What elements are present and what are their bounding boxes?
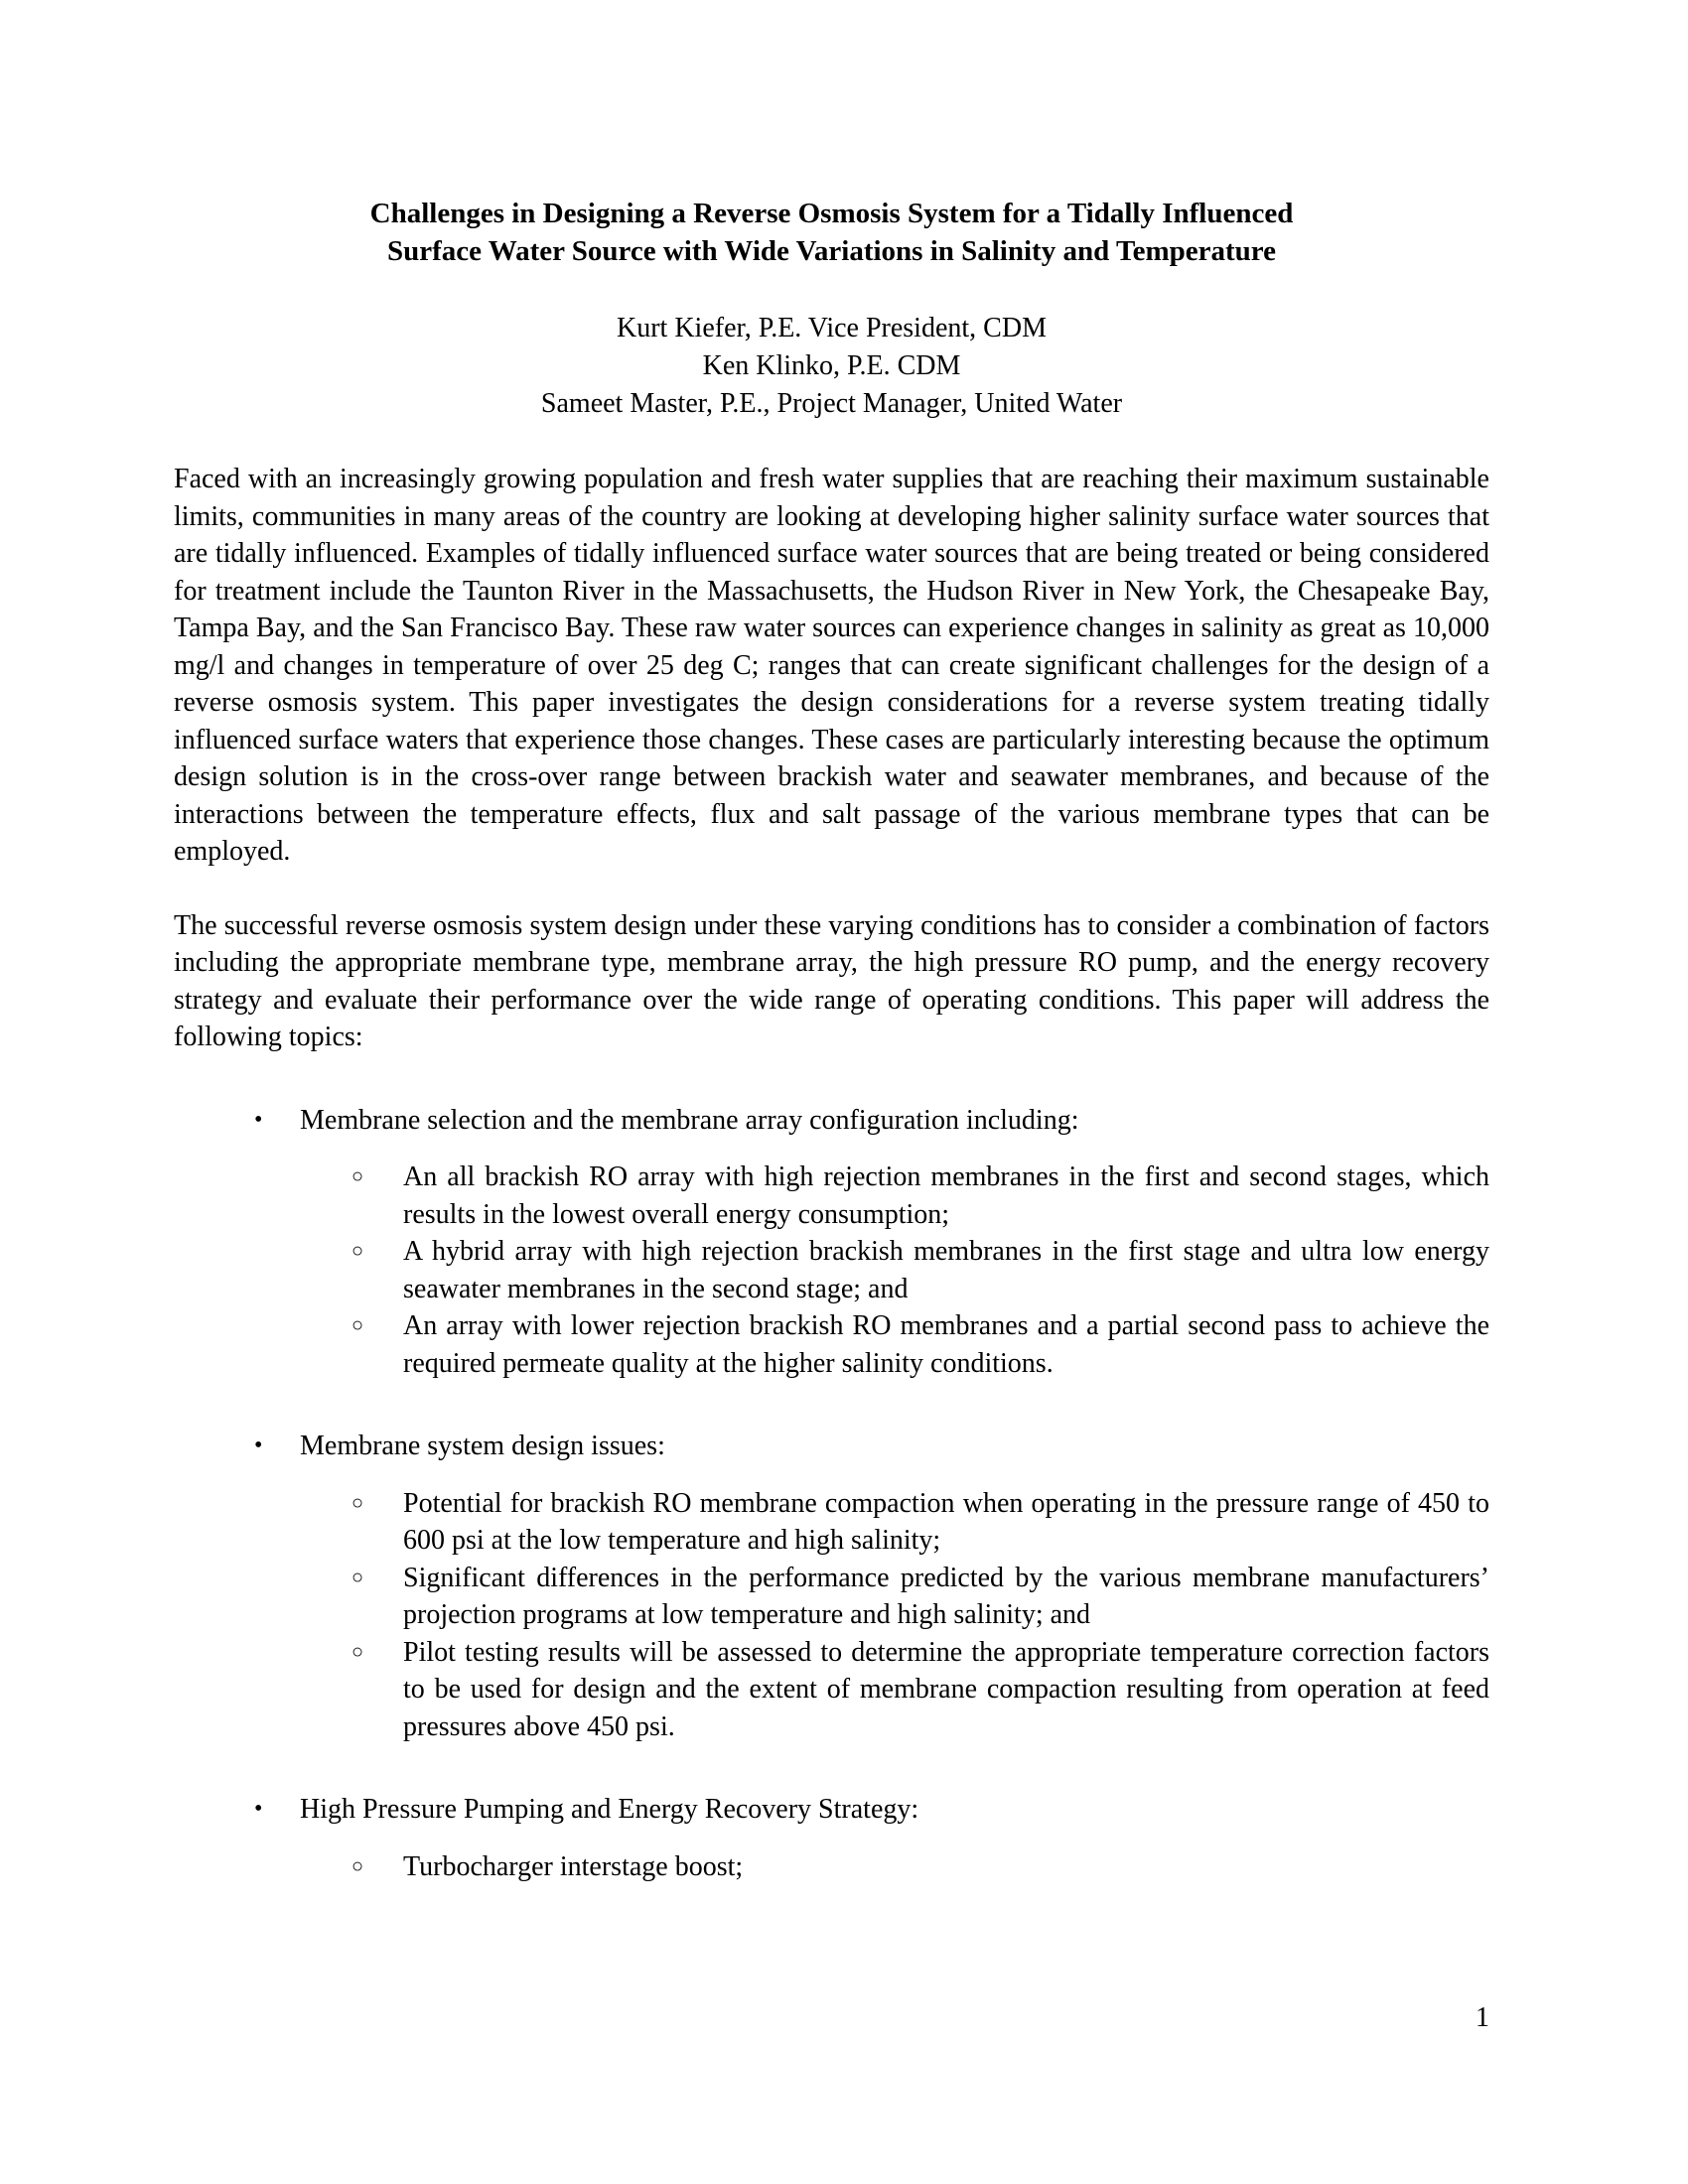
sub-bullet-item bbox=[174, 1485, 1489, 1560]
abstract-paragraph-1: Faced with an increasingly growing population and fresh water supplies that are reaching their maximum sustainable limits, communities in many areas of the country are looking at developing higher salinity surface water sources that are tidally influenced. Examples of tidally influenced surface water sources that are being treated or being considered for treatment include the Taunton River in the Massachusetts, the Hudson River in New York, the Chesapeake Bay, Tampa Bay, and the San Francisco Bay. These raw water sources can experience changes in salinity as great as 10,000 mg/l and changes in temperature of over 25 deg C; ranges that can create significant challenges for the design of a reverse osmosis system. This paper investigates the design considerations for a reverse system treating tidally influenced surface waters that experience those changes. These cases are particularly interesting because the optimum design solution is in the cross-over range between brackish water and seawater membranes, and because of the interactions between the temperature effects, flux and salt passage of the various membrane types that can be employed. bbox=[174, 464, 1489, 867]
bullet-item bbox=[174, 1791, 1489, 1829]
sub-bullet-text: Turbocharger interstage boost; bbox=[403, 1850, 744, 1882]
circle-bullet-icon: ○ bbox=[352, 1314, 364, 1336]
sub-bullet-item bbox=[174, 1634, 1489, 1746]
circle-bullet-icon: ○ bbox=[352, 1240, 364, 1262]
sub-bullet-text: Potential for brackish RO membrane compaction when operating in the pressure range of 450 to 600 psi at the low temperature and high salinity; bbox=[403, 1487, 1489, 1556]
paper-title-line-1: Challenges in Designing a Reverse Osmosis System for a Tidally Influenced bbox=[369, 198, 1294, 229]
sub-bullet-text: An all brackish RO array with high rejection membranes in the first and second stages, which results in the lowest overall energy consumption; bbox=[403, 1161, 1489, 1230]
sub-bullet-item bbox=[174, 1560, 1489, 1634]
disc-bullet-icon: • bbox=[254, 1796, 263, 1822]
bullet-section-pumping-energy-recovery bbox=[174, 1791, 1489, 1885]
disc-bullet-icon: • bbox=[254, 1433, 263, 1458]
disc-bullet-icon: • bbox=[254, 1106, 263, 1133]
sub-bullet-text: An array with lower rejection brackish RO membranes and a partial second pass to achieve the required permeate quality at the higher salinity conditions. bbox=[403, 1310, 1489, 1379]
author-line-1: Kurt Kiefer, P.E. Vice President, CDM bbox=[617, 313, 1047, 343]
sub-bullet-item bbox=[174, 1848, 1489, 1886]
paper-title-line-2: Surface Water Source with Wide Variations in Salinity and Temperature bbox=[386, 235, 1277, 267]
circle-bullet-icon: ○ bbox=[352, 1566, 364, 1588]
circle-bullet-icon: ○ bbox=[352, 1491, 364, 1514]
sub-bullet-item bbox=[174, 1159, 1489, 1233]
circle-bullet-icon: ○ bbox=[352, 1854, 364, 1877]
author-line-3: Sameet Master, P.E., Project Manager, United Water bbox=[540, 388, 1123, 419]
paper-title bbox=[174, 195, 1489, 270]
sub-bullet-text: Significant differences in the performance predicted by the various membrane manufacturers’ projection programs at low temperature and high salinity; and bbox=[403, 1562, 1489, 1630]
author-line-2: Ken Klinko, P.E. CDM bbox=[702, 350, 961, 381]
bullet-label: Membrane system design issues: bbox=[300, 1431, 665, 1461]
document-content bbox=[174, 0, 1489, 1885]
bullet-item bbox=[174, 1428, 1489, 1465]
sub-bullet-text: Pilot testing results will be assessed to determine the appropriate temperature correction factors to be used for design and the extent of membrane compaction resulting from operation at feed pressures above 450 psi. bbox=[403, 1636, 1489, 1742]
bullet-section-design-issues bbox=[174, 1428, 1489, 1745]
sub-bullet-list bbox=[174, 1485, 1489, 1746]
circle-bullet-icon: ○ bbox=[352, 1640, 364, 1663]
bullet-label: High Pressure Pumping and Energy Recovery Strategy: bbox=[300, 1794, 919, 1825]
sub-bullet-item bbox=[174, 1233, 1489, 1307]
author-block bbox=[174, 310, 1489, 423]
page-number: 1 bbox=[1476, 2002, 1489, 2033]
sub-bullet-list bbox=[174, 1159, 1489, 1382]
abstract-paragraph-2: The successful reverse osmosis system design under these varying conditions has to consider a combination of factors including the appropriate membrane type, membrane array, the high pressure RO pump, and the energy recovery strategy and evaluate their performance over the wide range of operating conditions. This paper will address the following topics: bbox=[174, 909, 1489, 1052]
sub-bullet-item bbox=[174, 1307, 1489, 1382]
sub-bullet-text: A hybrid array with high rejection brackish membranes in the first stage and ultra low energy seawater membranes in the second stage; and bbox=[403, 1236, 1489, 1304]
sub-bullet-list bbox=[174, 1848, 1489, 1886]
bullet-item bbox=[174, 1102, 1489, 1140]
bullet-label: Membrane selection and the membrane array configuration including: bbox=[300, 1104, 1079, 1136]
circle-bullet-icon: ○ bbox=[352, 1165, 364, 1187]
bullet-section-membrane-selection bbox=[174, 1102, 1489, 1383]
